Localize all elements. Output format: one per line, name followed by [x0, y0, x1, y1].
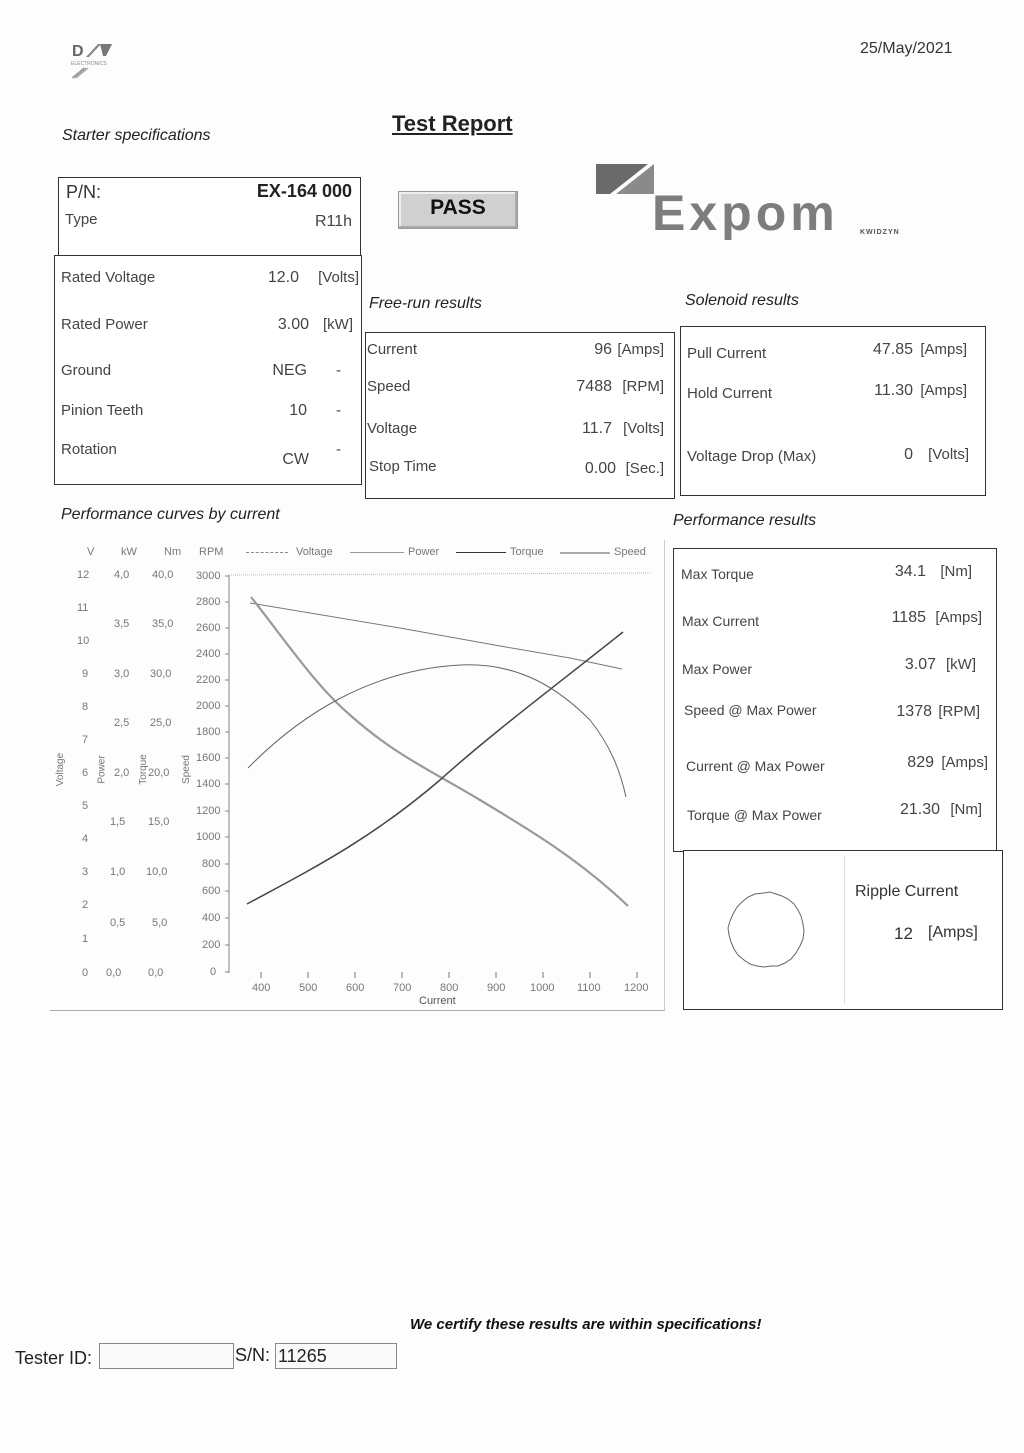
free-run-title: Free-run results — [369, 295, 482, 312]
ripple-current-label: Ripple Current — [855, 883, 959, 900]
chart-plot-area — [50, 540, 664, 1010]
legend-speed-label: Speed — [614, 546, 646, 558]
axis-unit-torque: Nm — [164, 546, 182, 558]
performance-chart: V kW Nm RPM Voltage Power Torque Speed 12 11 10 9 8 7 6 5 4 3 2 1 0 Voltage 4,0 3,5 3,0 2,5 2,0 1,5 1,0 0,5 0,0 Power 40,0 35,0 30,0 25,0 20,0 15,0 10,0 5,0 0,0 Torque 3000 2800 2600 2400 2200 2000 1800 1600 1400 1200 1000 800 600 400 200 0 Speed 400 500 600 700 800 900 1000 1100 1200 Current — [50, 540, 665, 1011]
performance-results-box: Max Torque 34.1 [Nm] Max Current 1185 [Amps] Max Power 3.07 [kW] Speed @ Max Power 1378 [RPM] Current @ Max Power 829 [Amps] Torque @ Max Power 21.30 [Nm] — [673, 548, 997, 852]
x-axis-label: Current — [419, 995, 456, 1007]
axis-unit-voltage: V — [87, 546, 95, 558]
starter-specs-box: Rated Voltage 12.0 [Volts] Rated Power 3.00 [kW] Ground NEG - Pinion Teeth 10 - Rotation CW - — [54, 255, 362, 485]
solenoid-title: Solenoid results — [685, 292, 799, 309]
axis-unit-power: kW — [121, 546, 137, 558]
performance-curves-title: Performance curves by current — [61, 506, 280, 523]
tester-id-label: Tester ID: — [15, 1348, 93, 1368]
voltage-axis-label: Voltage — [55, 752, 67, 787]
report-title: Test Report — [392, 111, 513, 136]
ripple-circle-icon — [684, 856, 844, 1004]
pass-status-badge: PASS — [398, 191, 518, 229]
certification-statement: We certify these results are within specifications! — [410, 1316, 762, 1333]
serial-number-field[interactable]: 11265 — [275, 1343, 397, 1369]
ripple-plot — [684, 856, 845, 1004]
ripple-current-value: 12 — [894, 924, 913, 943]
type-value: R11h — [314, 213, 352, 230]
svg-text:ELECTRONICS: ELECTRONICS — [71, 61, 107, 67]
svg-text:Expom: Expom — [652, 185, 839, 240]
type-label: Type — [65, 211, 98, 228]
pn-value: EX-164 000 — [256, 181, 352, 201]
pn-label: P/N: — [66, 182, 102, 202]
svg-text:D: D — [72, 43, 84, 60]
solenoid-box: Pull Current 47.85 [Amps] Hold Current 11.30 [Amps] Voltage Drop (Max) 0 [Volts] — [680, 326, 986, 496]
part-number-box — [58, 177, 361, 257]
legend-voltage-label: Voltage — [296, 546, 333, 558]
report-date: 25/May/2021 — [860, 40, 953, 57]
serial-number-label: S/N: — [235, 1345, 271, 1365]
axis-unit-speed: RPM — [199, 546, 224, 558]
tester-id-field[interactable] — [99, 1343, 234, 1369]
starter-specifications-title: Starter specifications — [62, 127, 211, 144]
speed-curve — [251, 597, 628, 906]
performance-results-title: Performance results — [673, 512, 817, 529]
torque-axis-label: Torque — [137, 754, 149, 785]
power-axis-label: Power — [96, 755, 108, 784]
expom-logo — [596, 162, 936, 240]
dv-electronics-logo — [70, 40, 130, 82]
free-run-box: Current 96 [Amps] Speed 7488 [RPM] Voltage 11.7 [Volts] Stop Time 0.00 [Sec.] — [365, 332, 675, 499]
svg-text:KWIDZYN: KWIDZYN — [860, 229, 900, 236]
power-curve — [248, 665, 626, 797]
legend-torque-label: Torque — [510, 546, 544, 558]
voltage-curve — [250, 603, 622, 669]
legend-power-label: Power — [408, 546, 440, 558]
ripple-current-box — [683, 850, 1003, 1010]
torque-curve — [247, 632, 623, 904]
ripple-current-unit: [Amps] — [928, 924, 978, 941]
speed-axis-label: Speed — [180, 755, 192, 784]
